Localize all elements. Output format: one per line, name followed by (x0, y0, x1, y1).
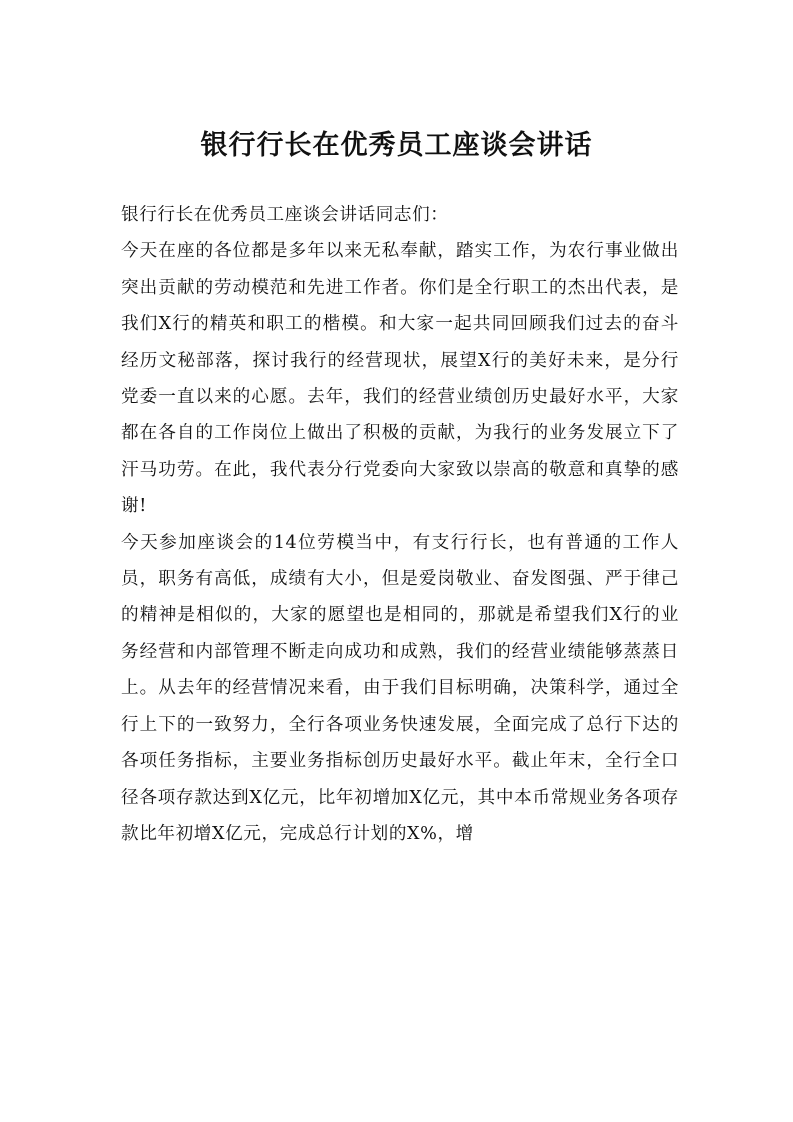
salutation-paragraph: 银行行长在优秀员工座谈会讲话同志们： (121, 205, 449, 225)
body-paragraph: 今天参加座谈会的14位劳模当中，有支行行长，也有普通的工作人员，职务有高低，成绩有大小，但是爱岗敬业、奋发图强、严于律己的精神是相似的，大家的愿望也是相同的，那就是希望我们X行的业务经营和内部管理不断走向成功和成熟，我们的经营业绩能够蒸蒸日上。从去年的经营情况来看，由于我们目标明确，决策科学，通过全行上下的一致努力，全行各项业务快速发展，全面完成了总行下达的各项任务指标，主要业务指标创历史最好水平。截止年末，全行全口径各项存款达到X亿元，比年初增加X亿元，其中本币常规业务各项存款比年初增X亿元，完成总行计划的X%，增 (121, 532, 679, 844)
document-body (121, 197, 679, 852)
document-title: 银行行长在优秀员工座谈会讲话 (200, 130, 593, 161)
body-paragraph: 今天在座的各位都是多年以来无私奉献，踏实工作，为农行事业做出突出贡献的劳动模范和先进工作者。你们是全行职工的杰出代表，是我们X行的精英和职工的楷模。和大家一起共同回顾我们过去的奋斗经历文秘部落，探讨我行的经营现状，展望X行的美好未来，是分行党委一直以来的心愿。去年，我们的经营业绩创历史最好水平，大家都在各自的工作岗位上做出了积极的贡献，为我行的业务发展立下了汗马功劳。在此，我代表分行党委向大家致以崇高的敬意和真挚的感谢! (121, 241, 679, 517)
